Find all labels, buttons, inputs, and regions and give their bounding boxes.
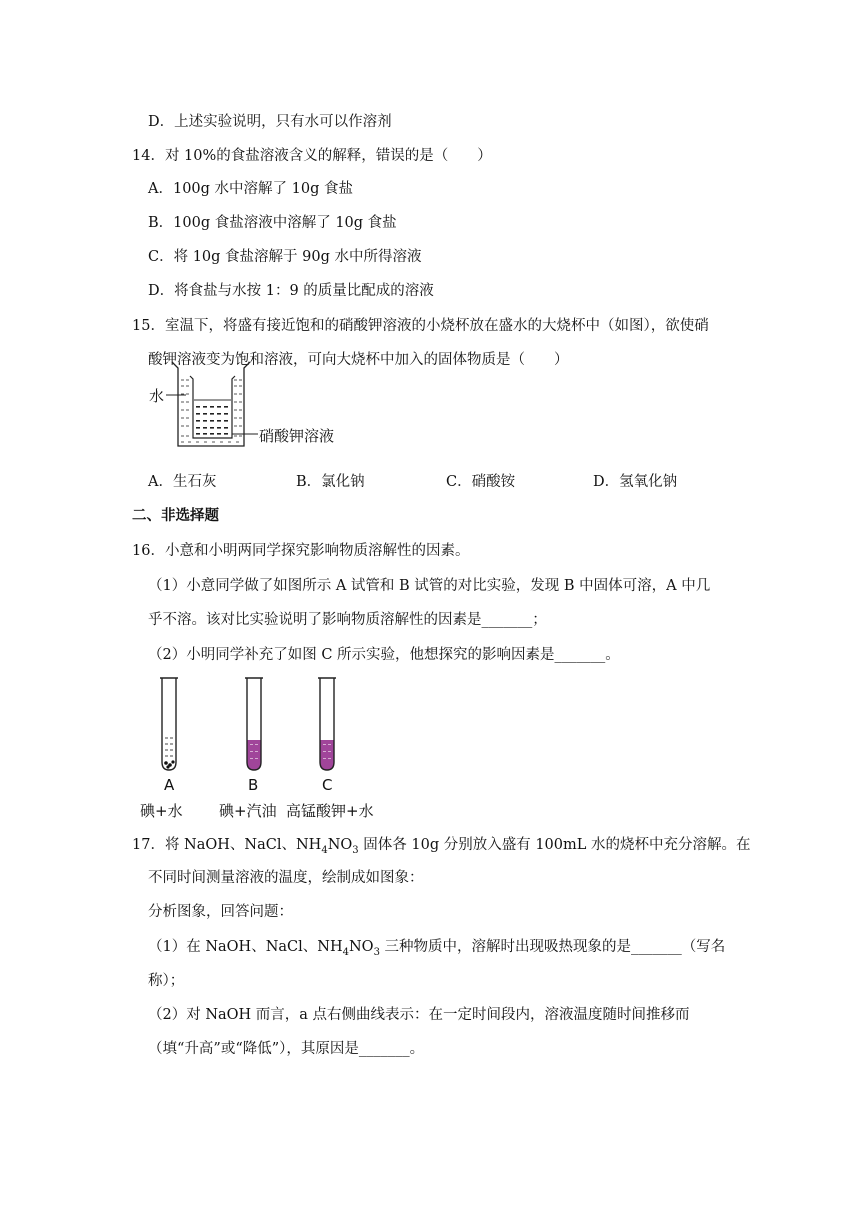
- q16-part2: （2）小明同学补充了如图 C 所示实验，他想探究的影响因素是_______。: [148, 647, 620, 663]
- q17-stem-line1: 17．将 NaOH、NaCl、$NH_4NO_3$ 固体各 10g 分别放入盛有 100mL 水的烧杯中充分溶解。在: [132, 837, 751, 856]
- section-title: 二、非选择题: [132, 507, 219, 524]
- q15-stem-line2: 酸钾溶液变为饱和溶液，可向大烧杯中加入的固体物质是（ ）: [148, 352, 569, 368]
- q17-part2-line2: （填“升高”或“降低”），其原因是_______。: [148, 1041, 425, 1057]
- tube-b-letter: B: [248, 776, 259, 794]
- q17-part1-line2: 称）；: [148, 973, 185, 989]
- q14-option-a: A．100g 水中溶解了 10g 食盐: [148, 181, 353, 197]
- tube-b-caption: 碘+汽油: [219, 802, 277, 820]
- tube-a-letter: A: [164, 776, 175, 794]
- q16-stem: 16．小意和小明两同学探究影响物质溶解性的因素。: [132, 543, 470, 559]
- beaker-label-water: 水: [149, 387, 165, 405]
- water-dashes: [181, 380, 242, 442]
- q15-option-a: A．生石灰: [148, 474, 217, 490]
- tube-a-caption: 碘+水: [140, 802, 183, 820]
- q16-part1-line2: 乎不溶。该对比实验说明了影响物质溶解性的因素是_______；: [148, 612, 547, 628]
- q15-stem-line1: 15．室温下，将盛有接近饱和的硝酸钾溶液的小烧杯放在盛水的大烧杯中（如图），欲使硝: [132, 318, 709, 334]
- q15-option-c: C．硝酸铵: [446, 474, 516, 490]
- q14-stem: 14．对 10%的食盐溶液含义的解释，错误的是（ ）: [132, 148, 492, 164]
- tube-c-caption: 高锰酸钾+水: [286, 802, 374, 820]
- q15-option-d: D．氢氧化钠: [593, 474, 678, 490]
- q17-part2-line1: （2）对 NaOH 而言，a 点右侧曲线表示：在一定时间段内，溶液温度随时间推移而: [148, 1007, 690, 1023]
- q14-option-d: D．将食盐与水按 1：9 的质量比配成的溶液: [148, 283, 434, 299]
- test-tube-b: [245, 678, 263, 770]
- test-tube-a: [160, 678, 178, 770]
- q17-stem-line2: 不同时间测量溶液的温度，绘制成如图象：: [148, 870, 424, 886]
- solution-dashes: [196, 406, 228, 435]
- test-tubes-figure: [140, 674, 370, 774]
- q16-part1-line1: （1）小意同学做了如图所示 A 试管和 B 试管的对比实验，发现 B 中固体可溶，A 中几: [148, 578, 711, 594]
- q14-option-b: B．100g 食盐溶液中溶解了 10g 食盐: [148, 215, 397, 231]
- tube-c-letter: C: [322, 776, 333, 794]
- q14-option-c: C．将 10g 食盐溶解于 90g 水中所得溶液: [148, 249, 422, 265]
- q15-option-b: B．氯化钠: [296, 474, 365, 490]
- q17-part1-line1: （1）在 NaOH、NaCl、$NH_4NO_3$ 三种物质中，溶解时出现吸热现象的是_______（写名: [148, 939, 726, 958]
- q17-analyze: 分析图象，回答问题：: [148, 904, 293, 920]
- beaker-label-solution: 硝酸钾溶液: [259, 427, 335, 445]
- q13-option-d: D．上述实验说明，只有水可以作溶剂: [148, 114, 392, 130]
- test-tube-c: [318, 678, 336, 770]
